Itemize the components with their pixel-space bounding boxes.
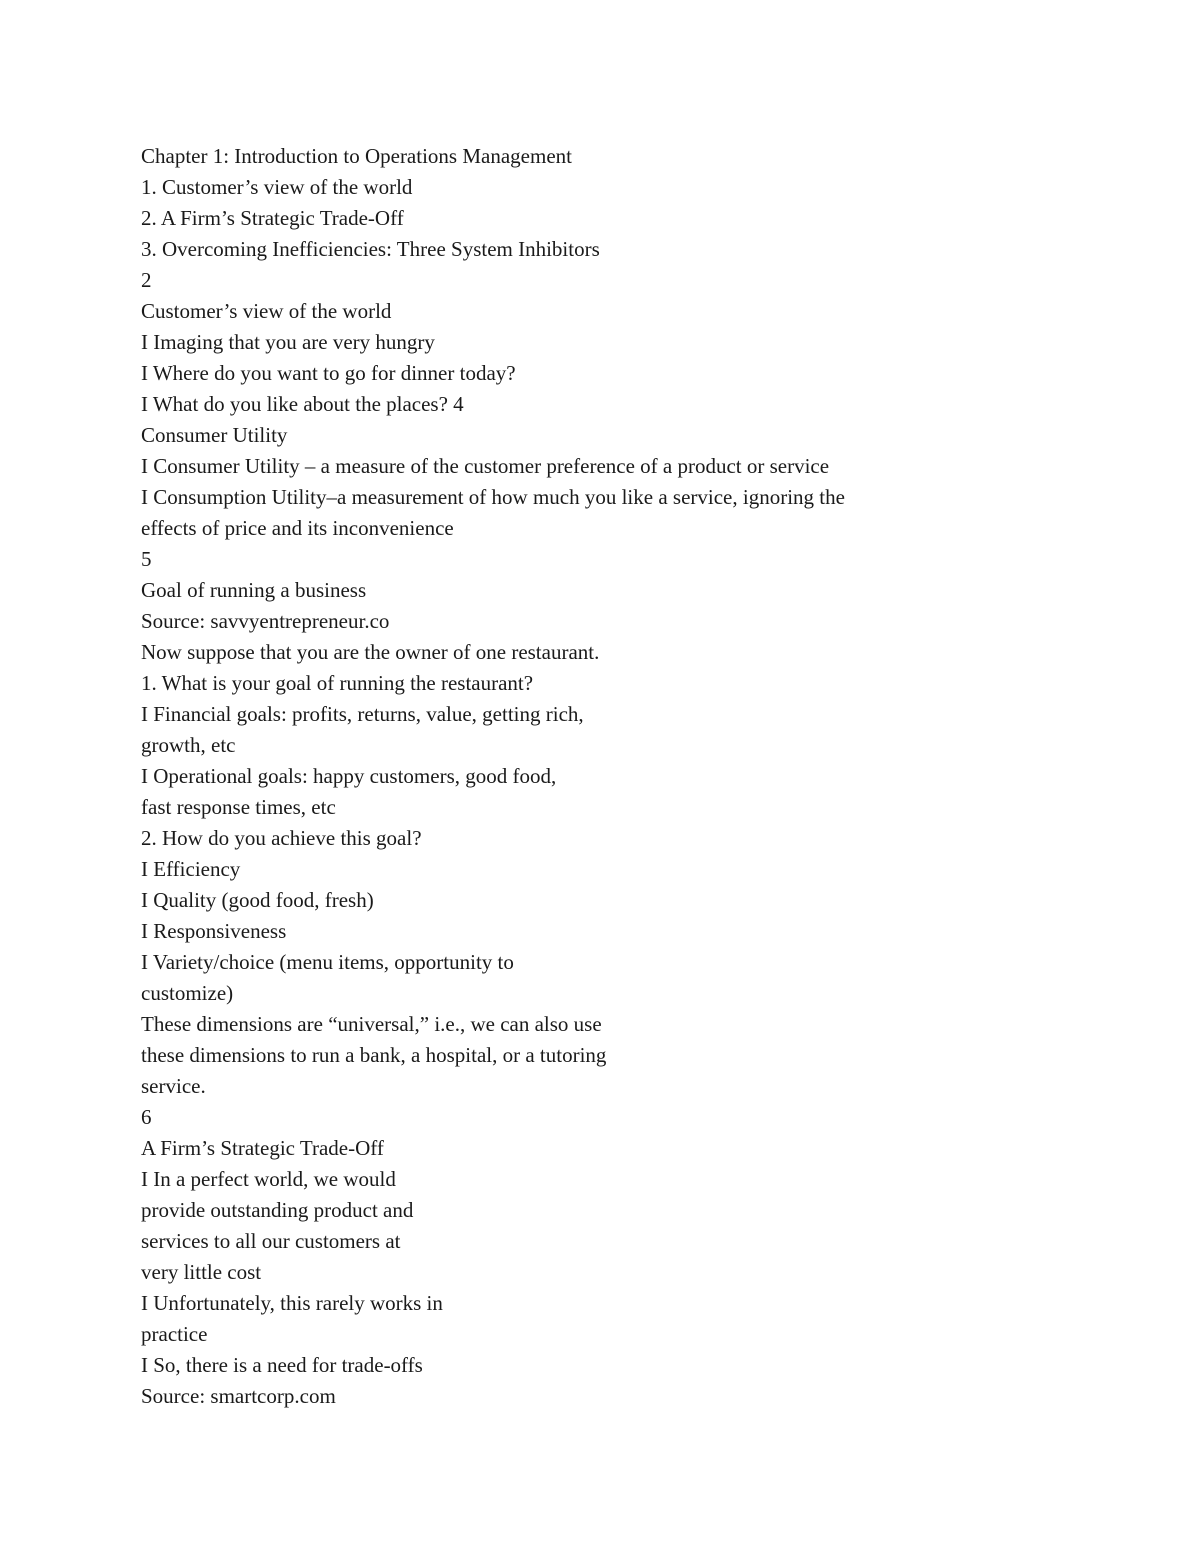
bullet-line: I Unfortunately, this rarely works in <box>141 1291 443 1315</box>
bullet-line: I What do you like about the places? 4 <box>141 392 464 416</box>
section-heading: A Firm’s Strategic Trade-Off <box>141 1136 384 1160</box>
text-line: customize) <box>141 981 234 1005</box>
slide-number: 6 <box>141 1105 152 1129</box>
outline-item: 3. Overcoming Inefficiencies: Three System Inhibitors <box>141 237 600 261</box>
bullet-line: I Consumption Utility–a measurement of how much you like a service, ignoring the <box>141 485 845 509</box>
bullet-line: I Where do you want to go for dinner today? <box>141 361 516 385</box>
text-line: practice <box>141 1322 208 1346</box>
text-line: effects of price and its inconvenience <box>141 516 454 540</box>
text-line: service. <box>141 1074 206 1098</box>
bullet-line: I Imaging that you are very hungry <box>141 330 435 354</box>
document-text <box>141 141 1101 1412</box>
text-line: provide outstanding product and <box>141 1198 414 1222</box>
section-heading: Goal of running a business <box>141 578 367 602</box>
slide-number: 5 <box>141 547 152 571</box>
bullet-line: I Variety/choice (menu items, opportunity to <box>141 950 514 974</box>
bullet-line: I In a perfect world, we would <box>141 1167 396 1191</box>
text-line: these dimensions to run a bank, a hospital, or a tutoring <box>141 1043 607 1067</box>
text-line: growth, etc <box>141 733 236 757</box>
source-line: Source: smartcorp.com <box>141 1384 336 1408</box>
text-line: services to all our customers at <box>141 1229 401 1253</box>
bullet-line: I Quality (good food, fresh) <box>141 888 374 912</box>
bullet-line: I Financial goals: profits, returns, value, getting rich, <box>141 702 584 726</box>
section-heading: Consumer Utility <box>141 423 288 447</box>
bullet-line: I Efficiency <box>141 857 241 881</box>
section-heading: Customer’s view of the world <box>141 299 392 323</box>
bullet-line: I Operational goals: happy customers, good food, <box>141 764 557 788</box>
text-line: Now suppose that you are the owner of one restaurant. <box>141 640 600 664</box>
bullet-line: I Responsiveness <box>141 919 287 943</box>
numbered-line: 1. What is your goal of running the restaurant? <box>141 671 534 695</box>
text-line: very little cost <box>141 1260 262 1284</box>
source-line: Source: savvyentrepreneur.co <box>141 609 390 633</box>
bullet-line: I So, there is a need for trade-offs <box>141 1353 423 1377</box>
text-line: These dimensions are “universal,” i.e., we can also use <box>141 1012 602 1036</box>
slide-number: 2 <box>141 268 152 292</box>
outline-item: 2. A Firm’s Strategic Trade-Off <box>141 206 404 230</box>
numbered-line: 2. How do you achieve this goal? <box>141 826 422 850</box>
outline-item: 1. Customer’s view of the world <box>141 175 413 199</box>
bullet-line: I Consumer Utility – a measure of the customer preference of a product or service <box>141 454 830 478</box>
text-line: fast response times, etc <box>141 795 336 819</box>
chapter-title: Chapter 1: Introduction to Operations Management <box>141 144 572 168</box>
